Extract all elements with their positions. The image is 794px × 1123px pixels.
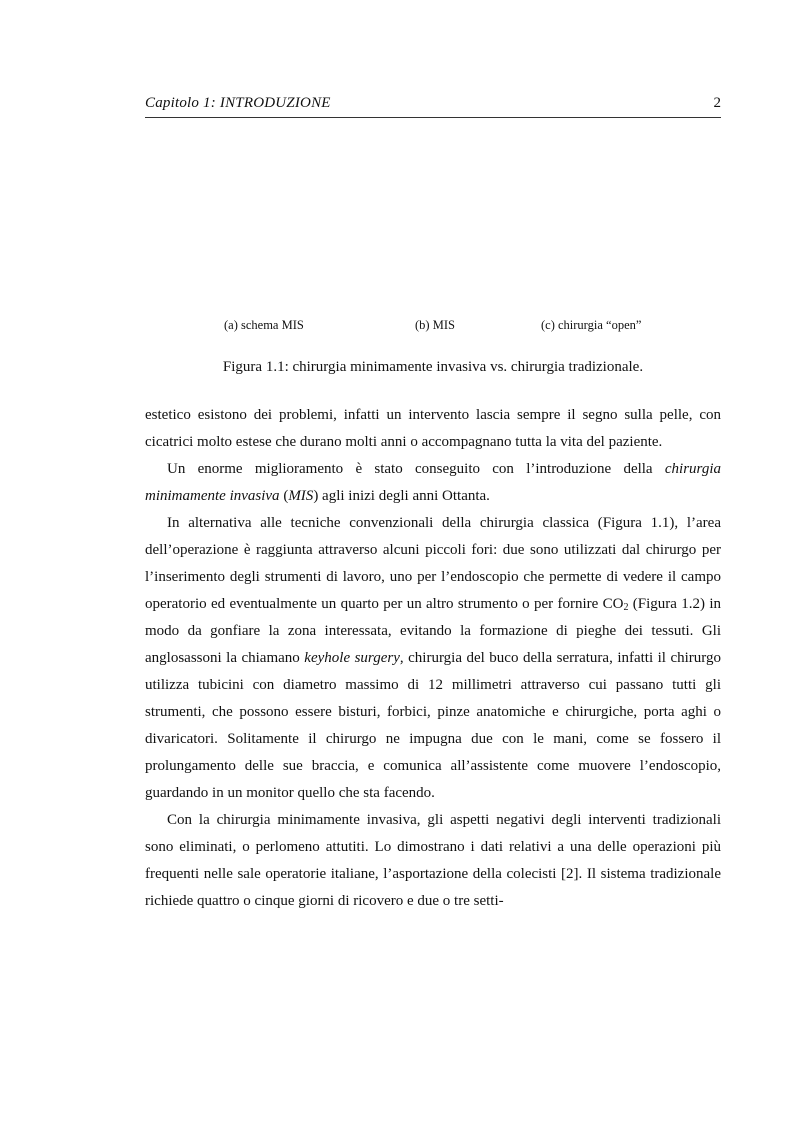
figure-caption: Figura 1.1: chirurgia minimamente invasiva vs. chirurgia tradizionale. [222,359,644,375]
p2-emphasis-mis: MIS [288,488,314,504]
p3-emphasis: keyhole surgery [304,650,400,666]
paragraph-2 [145,456,721,510]
p2-text-b: ( [279,488,289,504]
paragraph-1: estetico esistono dei problemi, infatti un intervento lascia sempre il segno sulla pelle, con cicatrici molto estese che durano molti anni o accompagnano tutta la vita del paziente. [145,407,721,450]
subcaption-b: (b) MIS [415,318,455,332]
body-text [145,402,721,915]
subcaption-c: (c) chirurgia “open” [541,318,642,332]
p2-text-c: ) agli inizi degli anni Ottanta. [313,488,490,504]
p3-text-a: In alternativa alle tecniche convenzionali della chirurgia classica (Figura 1.1), l’area dell’operazione è raggiunta attraverso alcuni piccoli fori: due sono utilizzati dal chirurgo per l’inserimento degli strumenti di lavoro, uno per l’endoscopio che permette di vedere il campo operatorio ed eventualmente un quarto per un altro strumento o per fornire CO [145,515,721,612]
p2-text-a: Un enorme miglioramento è stato conseguito con l’introduzione della [167,461,665,477]
p3-text-c: , chirurgia del buco della serratura, infatti il chirurgo utilizza tubicini con diametro massimo di 12 millimetri attraverso cui passano tutti gli strumenti, che possono essere bisturi, forbici, pinze anatomiche e chirurgiche, porta aghi o divaricatori. Solitamente il chirurgo ne impugna due con le mani, come se fossero il prolungamento delle sue braccia, e comunica all’assistente come muovere l’endoscopio, guardando in un monitor quello che sta facendo. [145,650,722,801]
paragraph-4: Con la chirurgia minimamente invasiva, gli aspetti negativi degli interventi tradizionali sono eliminati, o perlomeno attutiti. Lo dimostrano i dati relativi a una delle operazioni più frequenti nelle sale operatorie italiane, l’asportazione della colecisti [2]. Il sistema tradizionale richiede quattro o cinque giorni di ricovero e due o tre setti- [145,812,721,909]
running-header [145,95,721,118]
p2-emphasis: chirurgia minimamente invasiva [145,461,721,504]
subcaption-a: (a) schema MIS [224,318,304,332]
chapter-title: Capitolo 1: INTRODUZIONE [145,95,331,111]
page-number: 2 [713,95,721,111]
p3-subscript: 2 [623,602,629,613]
p3-text-b: (Figura 1.2) in modo da gonfiare la zona interessata, evitando la formazione di pieghe dei tessuti. Gli anglosassoni la chiamano [145,596,721,666]
paragraph-3 [145,510,721,807]
